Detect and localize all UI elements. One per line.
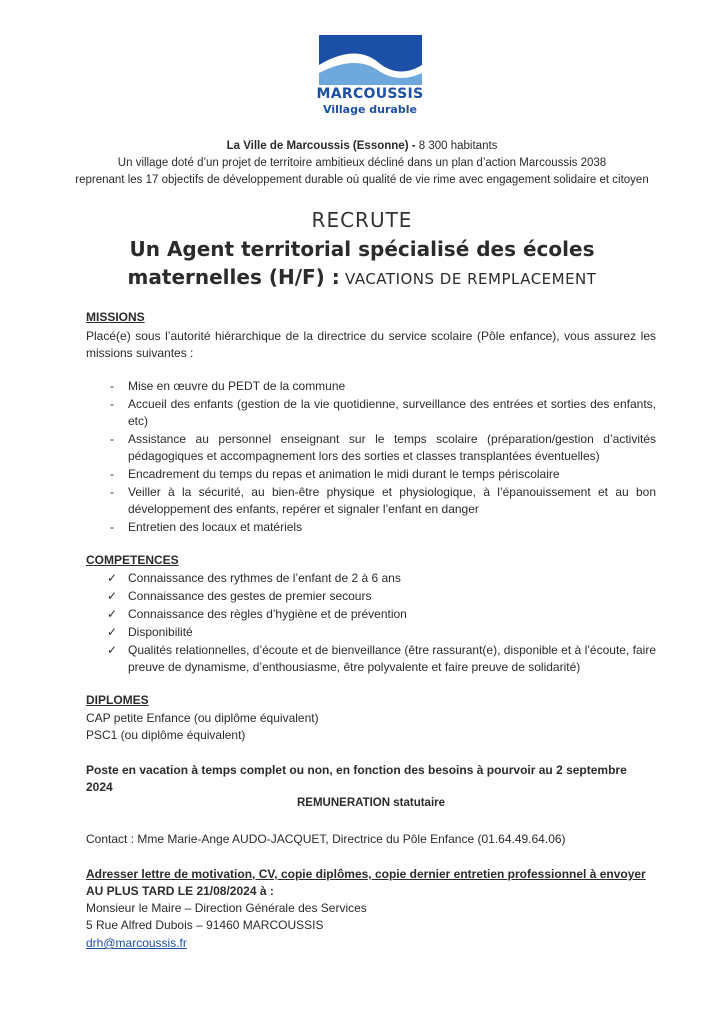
address-line: 5 Rue Alfred Dubois – 91460 MARCOUSSIS (86, 918, 324, 932)
logo-tagline: Village durable (323, 103, 417, 116)
job-title-line-1: Un Agent territorial spécialisé des écoles (129, 237, 595, 261)
list-item: - Encadrement du temps du repas et animation le midi durant le temps périscolaire (105, 466, 656, 483)
job-title (40, 235, 684, 293)
job-title-line-2: maternelles (H/F) : VACATIONS DE REMPLACEMENT (127, 265, 597, 289)
logo-name: MARCOUSSIS (316, 86, 424, 102)
poste-info: Poste en vacation à temps complet ou non, en fonction des besoins à pourvoir au 2 septembre 2024 (86, 763, 627, 794)
remuneration: REMUNERATION statutaire (296, 797, 446, 809)
dash-icon: - (110, 485, 114, 499)
dash-icon: - (110, 467, 114, 481)
intro-line-2: Un village doté d’un projet de territoire ambitieux décliné dans un plan d’action Marcoussis 2038 (117, 157, 607, 169)
list-item: ✓ Connaissance des gestes de premier secours (106, 589, 372, 603)
list-item: - Accueil des enfants (gestion de la vie quotidienne, surveillance des entrées et sorties des enfants, etc) (105, 396, 656, 430)
list-item: ✓ Disponibilité (106, 625, 193, 639)
diplomes-heading: DIPLOMES (86, 693, 149, 707)
list-item: - Assistance au personnel enseignant sur le temps scolaire (préparation/gestion d’activités pédagogiques et accompagnement lors des sorties et classes transplantées éventuelles) (105, 431, 656, 465)
job-subtitle: VACATIONS DE REMPLACEMENT (339, 270, 597, 288)
dash-icon: - (110, 432, 114, 446)
address-line: Monsieur le Maire – Direction Générale des Services (86, 901, 367, 915)
missions-heading: MISSIONS (86, 310, 145, 324)
list-item: - Mise en œuvre du PEDT de la commune (105, 378, 656, 395)
missions-list (105, 378, 656, 537)
intro-line-1 (40, 138, 684, 155)
list-item: ✓ Connaissance des règles d’hygiène et de prévention (106, 607, 407, 621)
list-item: - Veiller à la sécurité, au bien-être physique et physiologique, à l’épanouissement et au bon développement des enfants, repérer et signaler l’enfant en danger (105, 484, 656, 518)
list-item: ✓ Connaissance des rythmes de l’enfant de 2 à 6 ans (106, 571, 401, 585)
competences-heading: COMPETENCES (86, 553, 179, 567)
diplome-item: CAP petite Enfance (ou diplôme équivalent) (86, 711, 319, 725)
checkmark-icon: ✓ (106, 625, 118, 639)
dash-icon: - (110, 520, 114, 534)
dash-icon: - (110, 379, 114, 393)
apply-instructions: Adresser lettre de motivation, CV, copie diplômes, copie dernier entretien professionnel à envoyer (86, 867, 646, 881)
intro-line-3: reprenant les 17 objectifs de développement durable où qualité de vie rime avec engagement solidaire et citoyen (75, 174, 649, 186)
list-item: ✓ Qualités relationnelles, d’écoute et de bienveillance (être rassurant(e), disponible et à l’écoute, faire preuve de dynamisme, d’enthousiasme, être polyvalente et faire preuve de solidarité) (106, 643, 656, 674)
population: 8 300 habitants (415, 140, 498, 152)
dash-icon: - (110, 397, 114, 411)
diplome-item: PSC1 (ou diplôme équivalent) (86, 728, 246, 742)
apply-deadline: AU PLUS TARD LE 21/08/2024 à : (86, 884, 274, 898)
list-item: - Entretien des locaux et matériels (105, 519, 656, 536)
checkmark-icon: ✓ (106, 589, 118, 603)
city-name: La Ville de Marcoussis (Essonne) - (226, 140, 416, 152)
recrute-heading: RECRUTE (311, 208, 413, 232)
contact-info: Contact : Mme Marie-Ange AUDO-JACQUET, Directrice du Pôle Enfance (01.64.49.64.06) (86, 832, 566, 846)
missions-intro: Placé(e) sous l’autorité hiérarchique de la directrice du service scolaire (Pôle enfance), vous assurez les missions suivantes : (86, 329, 656, 360)
checkmark-icon: ✓ (106, 571, 118, 585)
checkmark-icon: ✓ (106, 643, 118, 657)
checkmark-icon: ✓ (106, 607, 118, 621)
email-link[interactable]: drh@marcoussis.fr (86, 936, 187, 950)
competences-list (105, 570, 656, 677)
